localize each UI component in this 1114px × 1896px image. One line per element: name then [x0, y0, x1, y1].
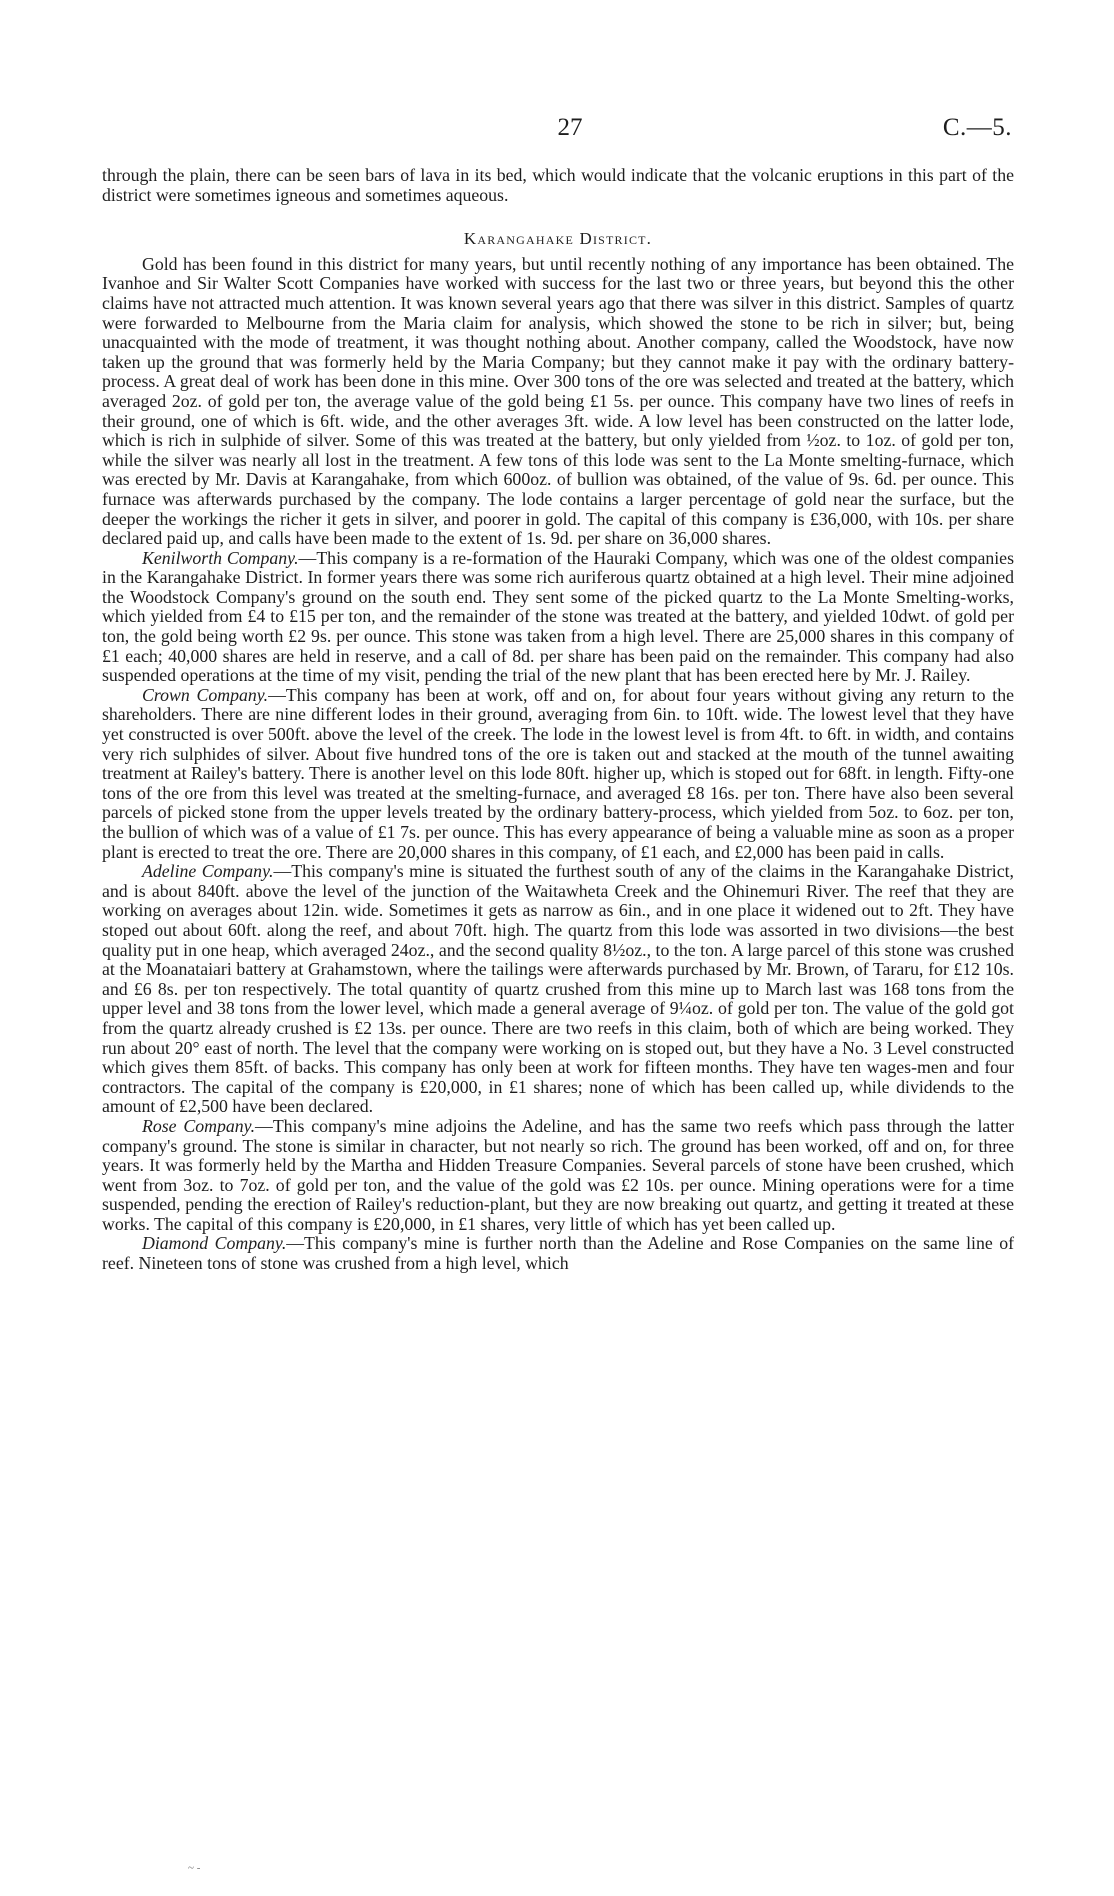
company-paragraph-adeline [102, 862, 1014, 1117]
company-text: —This company has been at work, off and on, for about four years without giving any return to the shareholders. There are nine different lodes in their ground, averaging from 6in. to 10ft. wide. The lowest level that they have yet constructed is over 500ft. above the level of the creek. The lode in the lowest level is from 4ft. to 6ft. in width, and contains very rich sulphides of silver. About five hundred tons of the ore is taken out and stacked at the mouth of the tunnel awaiting treatment at Railey's battery. There is another level on this lode 80ft. higher up, which is stoped out for 68ft. in length. Fifty-one tons of the ore from this level was treated at the smelting-furnace, and averaged £8 16s. per ton. There have also been several parcels of picked stone from the upper levels treated by the ordinary battery-process, which yielded from 5oz. to 6oz. per ton, the bullion of which was of a value of £1 7s. per ounce. This has every appearance of being a valuable mine as soon as a proper plant is erected to treat the ore. There are 20,000 shares in this company, of £1 each, and £2,000 has been paid in calls. [102, 684, 1014, 862]
intro-paragraph: Gold has been found in this district for many years, but until recently nothing of any importance has been obtained. The Ivanhoe and Sir Walter Scott Companies have worked with success for the last two or three years, but beyond this the other claims have not attracted much attention. It was known several years ago that there was silver in this district. Samples of quartz were forwarded to Melbourne from the Maria claim for analysis, which showed the stone to be rich in silver; but, being unacquainted with the mode of treatment, it was thought nothing about. Another company, called the Woodstock, have now taken up the ground that was formerly held by the Maria Company; but they cannot make it pay with the ordinary battery-process. A great deal of work has been done in this mine. Over 300 tons of the ore was selected and treated at the battery, which averaged 2oz. of gold per ton, the average value of the gold being £1 5s. per ounce. This company have two lines of reefs in their ground, one of which is 6ft. wide, and the other averages 3ft. wide. A low level has been constructed on the latter lode, which is rich in sulphide of silver. Some of this was treated at the battery, but only yielded from ½oz. to 1oz. of gold per ton, while the silver was nearly all lost in the treatment. A few tons of this lode was sent to the La Monte smelting-furnace, which was erected by Mr. Davis at Karangahake, from which 600oz. of bullion was obtained, of the value of 9s. 6d. per ounce. This furnace was afterwards purchased by the company. The lode contains a larger percentage of gold near the surface, but the deeper the workings the richer it gets in silver, and poorer in gold. The capital of this company is £36,000, with 10s. per share declared paid up, and calls have been made to the extent of 1s. 9d. per share on 36,000 shares. [102, 253, 1014, 549]
page-number: 27 [557, 114, 583, 141]
company-paragraph-kenilworth [102, 549, 1014, 686]
stray-mark: ~ - [188, 1862, 201, 1874]
section-heading: Karangahake District. [463, 229, 653, 249]
company-name: Crown Company. [142, 684, 269, 705]
company-name: Diamond Company. [142, 1233, 287, 1254]
company-name: Kenilworth Company. [142, 547, 299, 568]
company-paragraph-diamond [102, 1234, 1014, 1273]
document-reference: C.—5. [942, 114, 1012, 141]
company-text: —This company is a re-formation of the Hauraki Company, which was one of the oldest companies in the Karangahake District. In former years there was some rich auriferous quartz obtained at a high level. Their mine adjoined the Woodstock Company's ground on the south end. They sent some of the picked quartz to the La Monte Smelting-works, which yielded from £4 to £15 per ton, and the remainder of the stone was treated at the battery, and yielded 10dwt. of gold per ton, the gold being worth £2 9s. per ounce. This stone was taken from a high level. There are 25,000 shares in this company of £1 each; 40,000 shares are held in reserve, and a call of 8d. per share has been paid on the remainder. This company had also suspended operations at the time of my visit, pending the trial of the new plant that has been erected here by Mr. J. Railey. [102, 547, 1014, 686]
body-text [102, 166, 1014, 1274]
company-text: —This company's mine adjoins the Adeline, and has the same two reefs which pass through the latter company's ground. The stone is similar in character, but not nearly so rich. The ground has been worked, off and on, for three years. It was formerly held by the Martha and Hidden Treasure Companies. Several parcels of stone have been crushed, which went from 3oz. to 7oz. of gold per ton, and the value of the gold was £2 10s. per ounce. Mining operations were for a time suspended, pending the erection of Railey's reduction-plant, but they are now breaking out quartz, and getting it treated at these works. The capital of this company is £20,000, in £1 shares, very little of which has yet been called up. [102, 1115, 1014, 1234]
company-text: —This company's mine is situated the furthest south of any of the claims in the Karangahake District, and is about 840ft. above the level of the junction of the Waitawheta Creek and the Ohinemuri River. The reef that they are working on averages about 12in. wide. Sometimes it gets as narrow as 6in., and in one place it widened out to 2ft. They have stoped out about 60ft. along the reef, and about 70ft. high. The quartz from this lode was assorted in two divisions—the best quality put in one heap, which averaged 24oz., and the second quality 8½oz., to the ton. A large parcel of this stone was crushed at the Moanataiari battery at Grahamstown, where the tailings were afterwards purchased by Mr. Brown, of Tararu, for £12 10s. and £6 8s. per ton respectively. The total quantity of quartz crushed from this mine up to March last was 168 tons from the upper level and 38 tons from the lower level, which made a general average of 9¼oz. of gold per ton. The value of the gold got from the quartz already crushed is £2 13s. per ounce. There are two reefs in this claim, both of which are being worked. They run about 20° east of north. The level that the company were working on is stoped out, but they have a No. 3 Level constructed which gives them 85ft. of backs. This company has only been at work for fifteen months. They have ten wages-men and four contractors. The capital of the company is £20,000, in £1 shares; none of which has been called up, while dividends to the amount of £2,500 have been declared. [102, 861, 1015, 1117]
company-paragraph-rose [102, 1117, 1014, 1235]
company-paragraph-crown [102, 686, 1014, 862]
company-text: —This company's mine is further north than the Adeline and Rose Companies on the same line of reef. Nineteen tons of stone was crushed from a high level, which [102, 1233, 1015, 1274]
company-name: Adeline Company. [142, 861, 274, 882]
company-name: Rose Company. [142, 1115, 256, 1136]
opening-paragraph: through the plain, there can be seen bars of lava in its bed, which would indicate that the volcanic eruptions in this part of the district were sometimes igneous and sometimes aqueous. [102, 165, 1014, 205]
